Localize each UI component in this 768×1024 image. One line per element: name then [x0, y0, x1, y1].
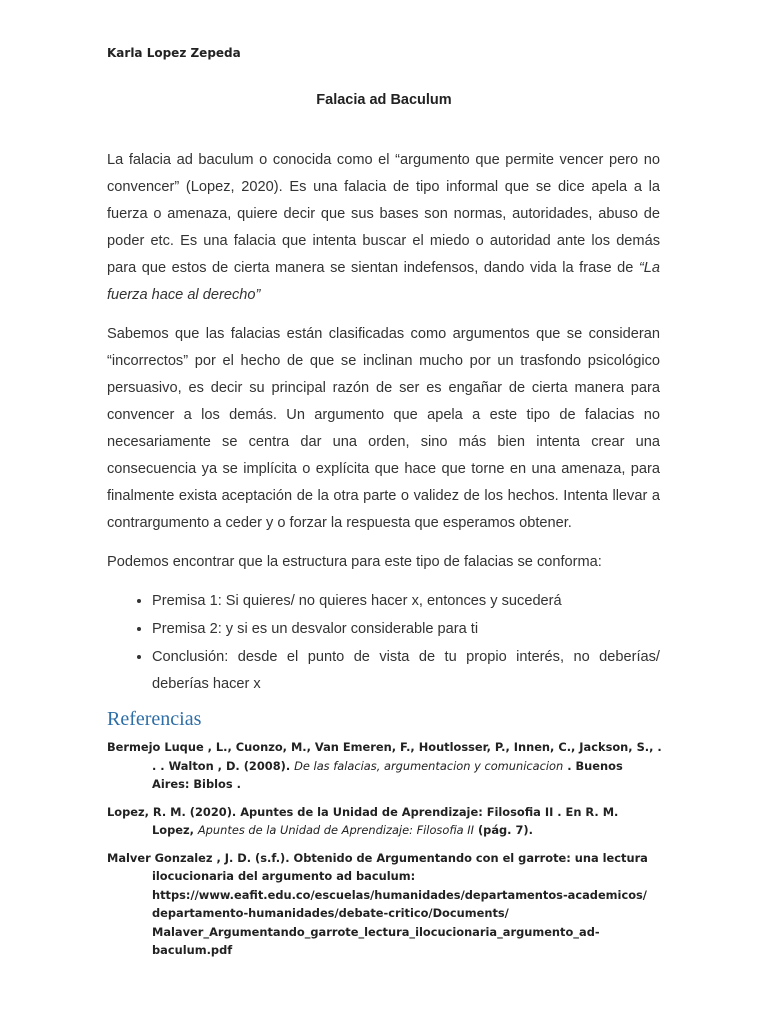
reference-3-url-line-3: Malaver_Argumentando_garrote_lectura_ilocucionaria_argumento_ad-baculum.pdf: [152, 924, 600, 957]
premise-list: [107, 588, 660, 698]
reference-2-authors: Lopez, R. M. (2020). Apuntes de la Unidad de Aprendizaje: Filosofia II . En R. M. Lopez,: [107, 804, 619, 837]
paragraph-1: [107, 147, 660, 309]
list-item: • Conclusión: desde el punto de vista de tu propio interés, no deberías/ deberías hacer x: [152, 644, 660, 698]
list-item: • Premisa 2: y si es un desvalor considerable para ti: [152, 616, 660, 643]
references-heading: Referencias: [107, 708, 202, 730]
references-list: [107, 738, 662, 969]
reference-1-title: De las falacias, argumentacion y comunicacion: [294, 758, 564, 773]
reference-3-text: Malver Gonzalez , J. D. (s.f.). Obtenido de Argumentando con el garrote: una lectura ilocucionaria del argumento ad baculum:: [107, 850, 648, 883]
author-name: Karla Lopez Zepeda: [107, 46, 241, 60]
reference-3-url-line-1: https://www.eafit.edu.co/escuelas/humanidades/departamentos-academicos/: [152, 887, 647, 902]
paragraph-1-quote: “La fuerza hace al derecho”: [107, 260, 660, 303]
paragraph-1-text: La falacia ad baculum o conocida como el “argumento que permite vencer pero no convencer” (Lopez, 2020). Es una falacia de tipo informal que se dice apela a la fuerza o amenaza, quiere decir que sus bases son normas, autoridades, abuso de poder etc. Es una falacia que intenta buscar el miedo o autoridad ante los demás para que estos de cierta manera se sientan indefensos, dando vida la frase de: [107, 152, 660, 276]
document-body: [107, 147, 660, 699]
list-item: • Premisa 1: Si quieres/ no quieres hacer x, entonces y sucederá: [152, 588, 660, 615]
reference-item: [107, 803, 662, 840]
reference-item: [107, 738, 662, 794]
reference-item: [107, 849, 662, 960]
reference-1-publisher: . Buenos Aires: Biblos .: [152, 758, 623, 791]
reference-3-url-line-2: departamento-humanidades/debate-critico/Documents/: [152, 906, 509, 920]
document-title: Falacia ad Baculum: [316, 92, 452, 108]
reference-1-authors: Bermejo Luque , L., Cuonzo, M., Van Emeren, F., Houtlosser, P., Innen, C., Jackson, S., . . . Walton , D. (2008).: [107, 740, 662, 773]
paragraph-3: Podemos encontrar que la estructura para este tipo de falacias se conforma:: [107, 554, 602, 570]
reference-2-title: Apuntes de la Unidad de Aprendizaje: Filosofia II: [197, 823, 474, 837]
paragraph-2: Sabemos que las falacias están clasificadas como argumentos que se consideran “incorrectos” por el hecho de que se inclinan mucho por un trasfondo psicológico persuasivo, es decir su principal razón de ser es engañar de cierta manera para convencer a los demás. Un argumento que apela a este tipo de falacias no necesariamente se centra dar una orden, sino más bien intenta crear una consecuencia ya se implícita o explícita que hace que torne en una amenaza, para finalmente exista aceptación de la otra parte o validez de los hechos. Intenta llevar a contrargumento a ceder y o forzar la respuesta que esperamos obtener.: [107, 326, 660, 531]
reference-2-pages: (pág. 7).: [474, 823, 533, 837]
